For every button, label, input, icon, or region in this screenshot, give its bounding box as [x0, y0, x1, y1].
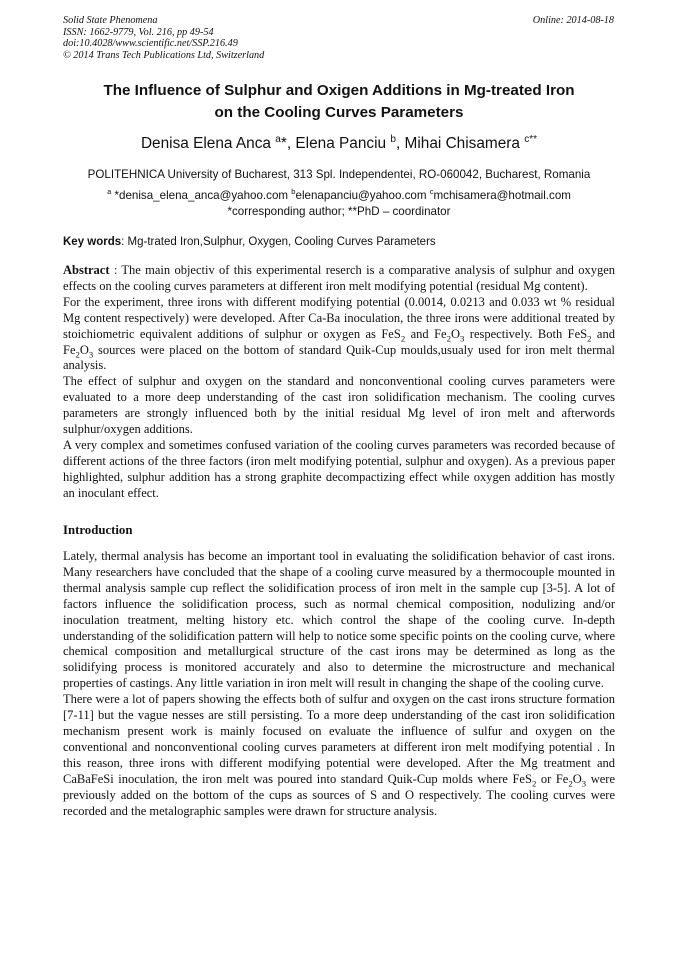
issn: ISSN: 1662-9779, Vol. 216, pp 49-54	[63, 26, 214, 38]
introduction-heading: Introduction	[63, 523, 133, 537]
abstract-paragraph	[63, 263, 615, 295]
abstract-text: For the experiment, three irons with different modifying potential (0.0014, 0.0213 and 0.033 wt % residual Mg content respectively) were developed. After Ca-Ba inoculation, the three irons were additional treated by stoichiometric equivalent additions of sulphur or oxygen as FeS	[63, 294, 615, 341]
corresponding-mark: *	[280, 135, 287, 153]
introduction-paragraph: Lately, thermal analysis has become an important tool in evaluating the solidification behavior of cast irons. Many researchers have concluded that the shape of a cooling curve measured by a thermocouple mounted in thermal analysis sample cup reflect the solidification process of iron melt in the sample cup [3-5]. A lot of factors influence the solidification process, such as normal chemical composition, nodulizing and/or inoculation treatment, melting history etc. which control the shape of the cooling curve. In-depth understanding of the solidification pattern will help to notice some specific points on the cooling curve, where chemical composition and metallurgical structure of the cast irons may be determined as long as the solidifying process is monitored accurately and also to determine the microstructure and mechanical properties of castings. Any little variation in iron melt will result in changing the shape of the cooling curve.	[63, 549, 615, 691]
author-name: Mihai Chisamera	[404, 135, 520, 153]
introduction-paragraph	[63, 692, 615, 819]
subscript: 2	[568, 778, 573, 789]
title-line-1: The Influence of Sulphur and Oxigen Additions in Mg-treated Iron	[103, 82, 575, 99]
abstract-text: : The main objectiv of this experimental reserch is a comparative analysis of sulphur and oxygen effects on the cooling curves parameters at different iron melt modifying potential (residual Mg content).	[63, 263, 615, 293]
subscript: 2	[446, 333, 451, 344]
online-date: Online: 2014-08-18	[532, 15, 614, 26]
author-superscript: b	[390, 134, 396, 145]
email-superscript: c	[429, 186, 434, 196]
email-link[interactable]: mchisamera@hotmail.com	[433, 188, 571, 202]
abstract-paragraph: The effect of sulphur and oxygen on the standard and nonconventional cooling curves parameters were evaluated to a more deep understanding of the cast iron solidification mechanism. The cooling curves parameters are strongly influenced both by the initial residual Mg level of iron melt and afterwords sulphur/oxygen additions.	[63, 374, 615, 437]
subscript: 3	[581, 778, 587, 789]
title-line-2: on the Cooling Curves Parameters	[214, 104, 464, 121]
subscript: 2	[531, 778, 537, 789]
abstract-text: O	[450, 326, 460, 341]
author-superscript: c**	[524, 134, 538, 145]
subscript: 3	[460, 333, 465, 344]
copyright: © 2014 Trans Tech Publications Ltd, Switzerland	[63, 49, 265, 61]
subscript: 2	[75, 349, 80, 360]
keywords	[63, 236, 615, 248]
journal-header	[63, 15, 264, 61]
affiliation-block	[63, 167, 615, 220]
abstract-label: Abstract	[63, 263, 110, 277]
author-superscript: a	[275, 134, 281, 145]
subscript: 3	[88, 349, 94, 360]
abstract-text: and Fe	[405, 326, 447, 341]
email-superscript: b	[291, 186, 296, 196]
subscript: 2	[400, 333, 406, 344]
abstract-text: sources were placed on the bottom of standard Quik-Cup moulds,usualy used for iron melt thermal analysis.	[63, 342, 615, 373]
author-name: Elena Panciu	[295, 135, 387, 153]
abstract-text: and Fe	[63, 326, 615, 357]
abstract-text: respectively. Both FeS	[464, 326, 588, 341]
abstract-section	[63, 263, 615, 502]
keywords-text: : Mg-trated Iron,Sulphur, Oxygen, Cooling Curves Parameters	[121, 236, 436, 248]
abstract-text: O	[79, 342, 89, 357]
email-link[interactable]: elenapanciu@yahoo.com	[295, 188, 427, 202]
introduction-text: There were a lot of papers showing the effects both of sulfur and oxygen on the cast irons structure formation [7-11] but the vague nesses are still persisting. To a more deep understanding of the cast iron solidification mechanism present work is mainly focused on evaluate the influence of sulfur and oxygen on the conventional and nonconventional cooling curves parameters at different iron melt modifying potential . In this reason, three irons with different modifying potential were developed. After the Mg treatment and CaBaFeSi inoculation, the iron melt was poured into standard Quik-Cup molds where FeS	[63, 692, 615, 786]
subscript: 2	[587, 333, 592, 344]
institution: POLITEHNICA University of Bucharest, 313 Spl. Independentei, RO-060042, Bucharest, Romania	[87, 168, 591, 181]
email-link[interactable]: *denisa_elena_anca@yahoo.com	[114, 188, 289, 202]
paper-title	[63, 80, 615, 124]
doi: doi:10.4028/www.scientific.net/SSP.216.49	[63, 38, 238, 50]
email-superscript: a	[107, 186, 112, 196]
keywords-label: Key words	[63, 236, 122, 248]
abstract-paragraph: A very complex and sometimes confused variation of the cooling curves parameters was recorded because of different actions of the three factors (iron melt modifying potential, sulphur and oxygen). As a previous paper highlighted, sulphur addition has a strong graphite decompactizing effect while oxygen addition has mostly an inoculant effect.	[63, 437, 615, 500]
introduction-section	[63, 549, 615, 819]
introduction-text: O	[572, 771, 582, 786]
email-line	[63, 184, 615, 204]
author-name: Denisa Elena Anca	[140, 135, 271, 153]
introduction-text: were previously added on the bottom of the cups as sources of S and O respectively. The cooling curves were recorded and the metalographic samples were drawn for structure analysis.	[63, 771, 615, 818]
abstract-paragraph	[63, 295, 615, 375]
introduction-text: or Fe	[536, 771, 569, 786]
author-note: *corresponding author; **PhD – coordinator	[227, 204, 451, 218]
journal-name: Solid State Phenomena	[63, 15, 158, 26]
author-list: Denisa Elena Anca $^a$*, Elena Panciu $^b$, Mihai Chisamera $^{c**}$	[140, 134, 538, 153]
